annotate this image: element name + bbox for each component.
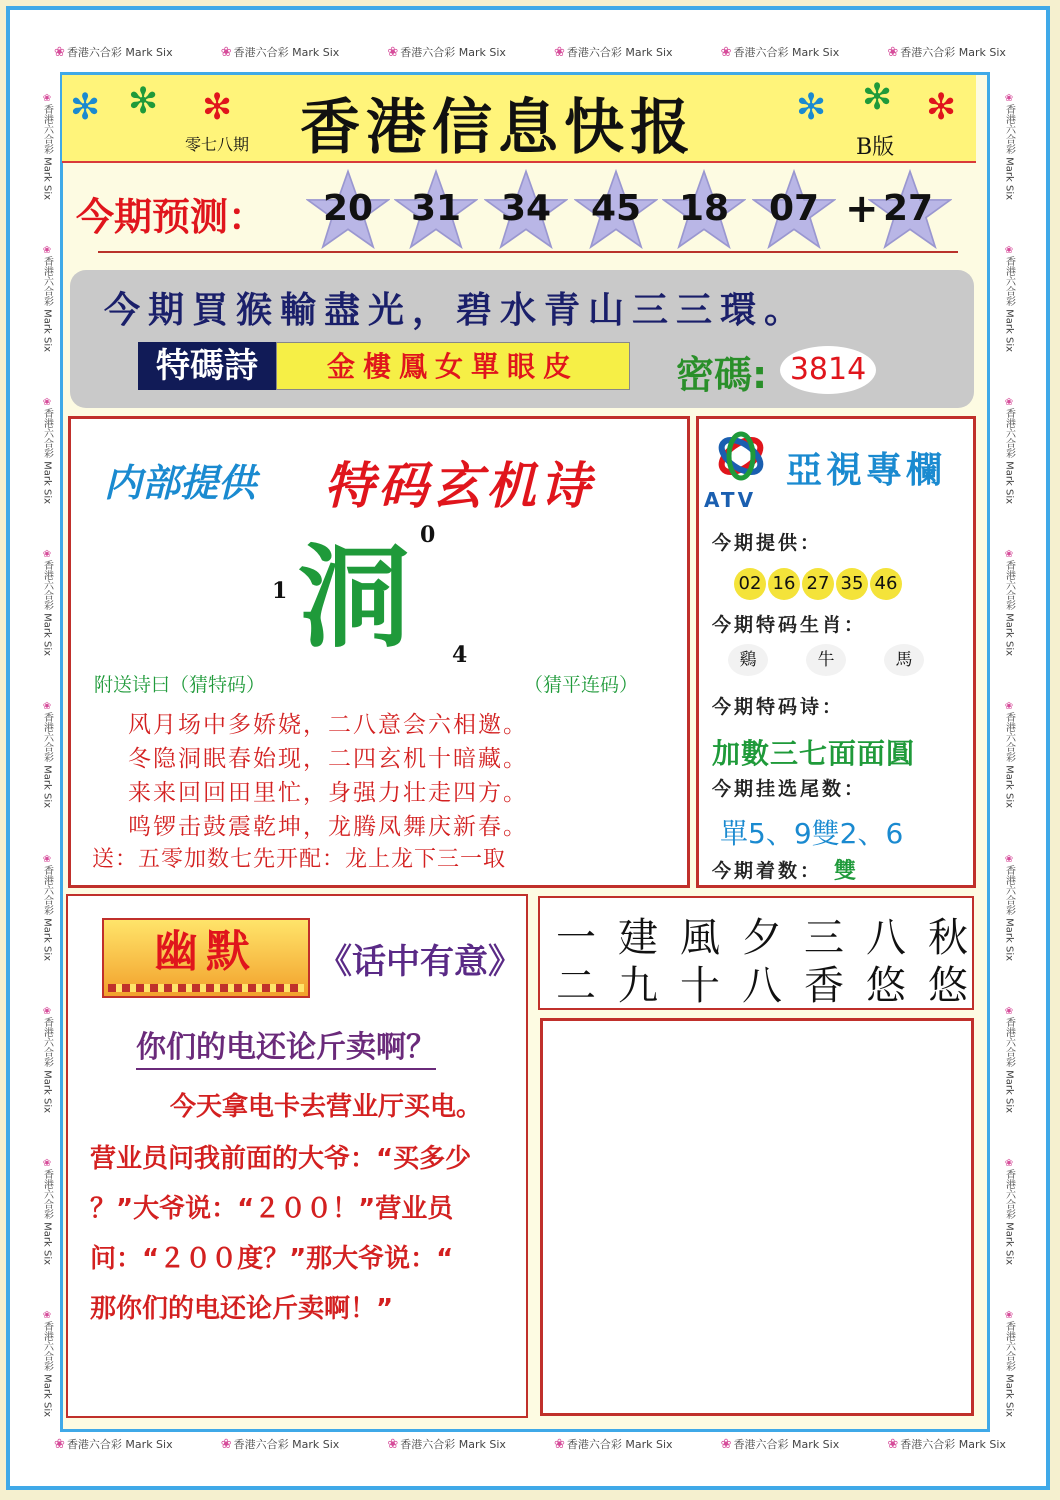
flower-icon: ❀ xyxy=(41,1310,53,1322)
watermark-item: ❀香港六合彩 Mark Six xyxy=(41,549,53,657)
verse-line: 鸣锣击鼓震乾坤，龙腾凤舞庆新春。 xyxy=(128,814,528,840)
divider xyxy=(98,251,958,253)
joke-line: ？”大爷说：“２００！”营业员 xyxy=(90,1194,454,1224)
forecast-number: 34 xyxy=(500,188,552,229)
joke-line: 今天拿电卡去营业厅买电。 xyxy=(170,1092,483,1122)
flower-icon: ❀ xyxy=(387,1437,399,1452)
slogan2-line: 二九十八香悠悠 xyxy=(556,963,990,1009)
flower-icon: ❀ xyxy=(720,45,732,60)
flower-icon: ❀ xyxy=(54,45,65,60)
watermark-item: ❀香港六合彩 Mark Six xyxy=(1003,1005,1015,1113)
watermark-item: ❀ 香港六合彩 Mark Six xyxy=(887,1437,1006,1452)
flower-icon: ❀ xyxy=(1003,92,1015,104)
flower-icon: ✻ xyxy=(926,87,957,128)
note-left: 附送诗曰（猜特码） xyxy=(94,674,266,696)
flower-icon: ❀ xyxy=(1003,244,1015,256)
humor-subtitle: 《话中有意》 xyxy=(318,942,522,982)
flower-icon: ❀ xyxy=(41,853,53,865)
number-ball: 02 xyxy=(734,568,766,600)
flower-icon: ❀ xyxy=(1003,1005,1015,1017)
riddle-title: 特码玄机诗 xyxy=(324,457,594,515)
note-right: （猜平连码） xyxy=(524,674,639,696)
joke-question: 你们的电还论斤卖啊？ xyxy=(136,1022,436,1070)
flower-icon: ❀ xyxy=(1003,549,1015,561)
atv-tails-label: 今期挂选尾数： xyxy=(712,778,867,800)
watermark-item: ❀香港六合彩 Mark Six xyxy=(41,1005,53,1113)
forecast-number: 20 xyxy=(322,188,374,229)
flower-icon: ❀ xyxy=(220,45,232,60)
watermark-item: ❀ 香港六合彩 Mark Six xyxy=(220,45,340,60)
watermark-item: ❀香港六合彩 Mark Six xyxy=(41,1310,53,1418)
flower-icon: ❀ xyxy=(554,1437,565,1452)
atv-count-label: 今期着数： xyxy=(712,860,823,882)
humor-wave xyxy=(108,984,304,992)
watermark-top xyxy=(30,40,1030,64)
verse-line: 风月场中多娇娆，二八意会六相邀。 xyxy=(128,712,528,738)
atv-tails: 單5、9雙2、6 xyxy=(720,817,904,850)
atv-provide-label: 今期提供： xyxy=(712,532,823,554)
watermark-item: ❀ 香港六合彩 Mark Six xyxy=(554,1437,673,1452)
flower-icon: ❀ xyxy=(41,549,53,561)
number-ball: 27 xyxy=(802,568,834,600)
flower-icon: ❀ xyxy=(1003,397,1015,409)
flower-icon: ❀ xyxy=(220,1437,232,1452)
watermark-item: ❀香港六合彩 Mark Six xyxy=(41,244,53,352)
blank-panel xyxy=(540,1018,974,1416)
flower-icon: ❀ xyxy=(887,1437,899,1452)
watermark-item: ❀香港六合彩 Mark Six xyxy=(1003,244,1015,352)
page-title: 香港信息快报 xyxy=(300,93,696,163)
flower-icon: ❀ xyxy=(41,1158,53,1170)
verse-line: 来来回回田里忙，身强力壮走四方。 xyxy=(128,780,528,806)
forecast-label: 今期预测： xyxy=(76,195,267,239)
watermark-item: ❀ 香港六合彩 Mark Six xyxy=(387,45,506,60)
joke-line: 那你们的电还论斤卖啊！” xyxy=(90,1294,394,1324)
watermark-item: ❀ 香港六合彩 Mark Six xyxy=(720,45,840,60)
watermark-item: ❀香港六合彩 Mark Six xyxy=(1003,1310,1015,1418)
watermark-item: ❀香港六合彩 Mark Six xyxy=(1003,701,1015,809)
forecast-number: 07 xyxy=(768,188,820,229)
verse-last-line: 送：五零加数七先开配：龙上龙下三一取 xyxy=(92,847,507,872)
watermark-bottom xyxy=(30,1432,1030,1456)
watermark-item: ❀香港六合彩 Mark Six xyxy=(1003,92,1015,200)
verse-line: 冬隐洞眠春始现，二四玄机十暗藏。 xyxy=(128,746,528,772)
flower-icon: ❀ xyxy=(41,397,53,409)
humor-badge-text: 幽默 xyxy=(154,926,258,977)
poem-label: 特碼詩 xyxy=(138,342,276,390)
atv-logo-icon xyxy=(708,428,774,484)
watermark-item: ❀ 香港六合彩 Mark Six xyxy=(220,1437,340,1452)
flower-icon: ❀ xyxy=(41,1005,53,1017)
internal-label: 内部提供 xyxy=(104,461,257,505)
watermark-item: ❀香港六合彩 Mark Six xyxy=(41,853,53,961)
flower-icon: ❀ xyxy=(1003,1310,1015,1322)
flower-icon: ❀ xyxy=(1003,701,1015,713)
number-ball: 35 xyxy=(836,568,868,600)
flower-icon: ❀ xyxy=(54,1437,65,1452)
watermark-item: ❀香港六合彩 Mark Six xyxy=(41,1158,53,1266)
digit-top: 0 xyxy=(420,522,436,548)
joke-line: 问：“２００度？”那大爷说：“ xyxy=(90,1244,454,1274)
issue-number: 零七八期 xyxy=(185,135,250,154)
flower-icon: ✻ xyxy=(796,87,827,128)
poem-text: 金樓鳳女單眼皮 xyxy=(276,342,630,390)
digit-bottom: 4 xyxy=(452,642,468,668)
zodiac-badge: 牛 xyxy=(806,644,846,676)
watermark-item: ❀香港六合彩 Mark Six xyxy=(1003,397,1015,505)
joke-line: 营业员问我前面的大爷：“买多少 xyxy=(90,1144,472,1174)
watermark-item: ❀ 香港六合彩 Mark Six xyxy=(54,45,173,60)
forecast-special-number: 27 xyxy=(882,188,934,229)
flower-icon: ❀ xyxy=(1003,853,1015,865)
watermark-item: ❀香港六合彩 Mark Six xyxy=(1003,1158,1015,1266)
watermark-item: ❀ 香港六合彩 Mark Six xyxy=(887,45,1006,60)
watermark-item: ❀ 香港六合彩 Mark Six xyxy=(720,1437,840,1452)
flower-icon: ❀ xyxy=(41,92,53,104)
flower-icon: ❀ xyxy=(720,1437,732,1452)
edition-label: B版 xyxy=(856,135,895,160)
password-label: 密碼: xyxy=(676,353,768,397)
watermark-item: ❀香港六合彩 Mark Six xyxy=(41,701,53,809)
atv-logo-text: ATV xyxy=(704,488,757,512)
digit-left: 1 xyxy=(272,578,288,604)
watermark-right xyxy=(998,70,1020,1440)
flower-icon: ❀ xyxy=(554,45,565,60)
forecast-number: 31 xyxy=(410,188,462,229)
flower-icon: ✻ xyxy=(862,77,893,118)
riddle-character: 洞 xyxy=(298,533,410,663)
atv-zodiac-label: 今期特码生肖： xyxy=(712,614,867,636)
number-ball: 16 xyxy=(768,568,800,600)
slogan-text: 今期買猴輸盡光，碧水青山三三環。 xyxy=(104,290,809,331)
forecast-number: 45 xyxy=(590,188,642,229)
flower-icon: ❀ xyxy=(1003,1158,1015,1170)
forecast-number: 18 xyxy=(678,188,730,229)
watermark-item: ❀ 香港六合彩 Mark Six xyxy=(554,45,673,60)
watermark-item: ❀ 香港六合彩 Mark Six xyxy=(54,1437,173,1452)
flower-icon: ❀ xyxy=(41,701,53,713)
flower-icon: ❀ xyxy=(387,45,399,60)
atv-count: 雙 xyxy=(834,859,857,884)
watermark-item: ❀香港六合彩 Mark Six xyxy=(41,397,53,505)
zodiac-badge: 馬 xyxy=(884,644,924,676)
atv-title: 亞視專欄 xyxy=(786,450,947,491)
flower-icon: ✻ xyxy=(70,87,101,128)
atv-poem-label: 今期特码诗： xyxy=(712,696,845,718)
number-ball: 46 xyxy=(870,568,902,600)
plus-sign: + xyxy=(845,186,879,232)
zodiac-badge: 鷄 xyxy=(728,644,768,676)
password-value: 3814 xyxy=(780,346,876,394)
watermark-item: ❀ 香港六合彩 Mark Six xyxy=(387,1437,506,1452)
flower-icon: ✻ xyxy=(128,81,159,122)
flower-icon: ❀ xyxy=(41,244,53,256)
watermark-item: ❀香港六合彩 Mark Six xyxy=(1003,549,1015,657)
flower-icon: ✻ xyxy=(202,87,233,128)
slogan2-line: 一建風夕三八秋 xyxy=(556,915,990,961)
watermark-item: ❀香港六合彩 Mark Six xyxy=(41,92,53,200)
watermark-item: ❀香港六合彩 Mark Six xyxy=(1003,853,1015,961)
watermark-left xyxy=(36,70,58,1440)
flower-icon: ❀ xyxy=(887,45,899,60)
atv-poem: 加數三七面面圓 xyxy=(712,737,916,770)
